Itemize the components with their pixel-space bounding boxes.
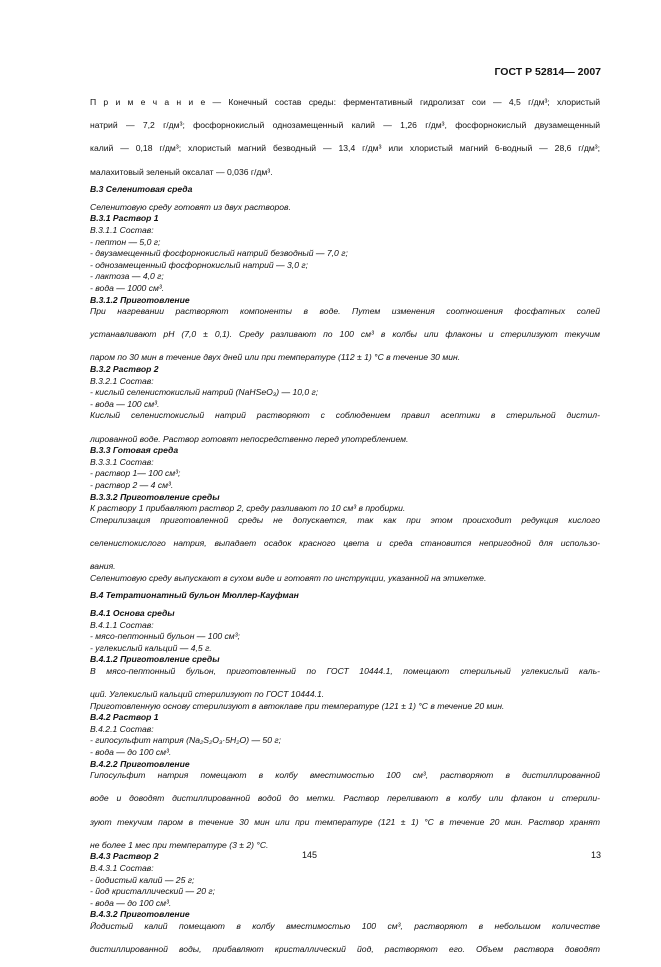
text-line: не более 1 мес при температуре (3 ± 2) °С. (90, 839, 269, 850)
section-heading: B.3.1 Раствор 1 (90, 213, 159, 224)
text-line: Йодистый калий помещают в колбу вместимостью 100 см³, растворяют в небольшом количестве (90, 920, 600, 931)
text-line: Приготовленную основу стерилизуют в автоклаве при температуре (121 ± 1) °С в течение 20 мин. (90, 700, 505, 711)
section-heading: B.3.1.2 Приготовление (90, 294, 190, 305)
text-line: К раствору 1 прибавляют раствор 2, среду разливают по 10 см³ в пробирки. (90, 503, 406, 514)
text-line: - двузамещенный фосфорнокислый натрий безводный — 7,0 г; (90, 248, 348, 259)
text-line: B.4.3.1 Состав: (90, 863, 154, 873)
text-line: Стерилизация приготовленной среды не допускается, так как при этом происходит редукция кислого (90, 514, 600, 525)
section-heading: B.3.3 Готовая среда (90, 445, 179, 456)
section-heading: B.4.3 Раствор 2 (90, 851, 159, 862)
text-line: лированной воде. Раствор готовят непосредственно перед употреблением. (90, 433, 409, 444)
text-line: - вода — до 100 см³. (90, 747, 172, 758)
section-heading: B.3.3.2 Приготовление среды (90, 491, 220, 502)
text-line: - вода — 1000 см³. (90, 282, 165, 293)
text-line: вания. (90, 561, 116, 572)
text-line: Селенитовую среду готовят из двух растворов. (90, 201, 291, 212)
section-heading: B.4.3.2 Приготовление (90, 909, 190, 920)
text-line: - йод кристаллический — 20 г; (90, 886, 216, 897)
text-line: В мясо-пептонный бульон, приготовленный по ГОСТ 10444.1, помещают стерильный углекислый каль- (90, 665, 600, 676)
text-line: П р и м е ч а н и е — Конечный состав среды: ферментативный гидролизат сои — 4,5 г/дм³; хлористый (90, 97, 600, 107)
text-line: малахитовый зеленый оксалат — 0,036 г/дм³. (90, 166, 273, 177)
text-line: - йодистый калий — 25 г; (90, 874, 195, 885)
text-line: - раствор 2 — 4 см³. (90, 480, 174, 490)
text-line: - вода — до 100 см³. (90, 897, 172, 908)
text-line: B.3.2.1 Состав: (90, 375, 154, 386)
text-line: B.4.1.1 Состав: (90, 619, 154, 630)
document-id-header: ГОСТ Р 52814— 2007 (494, 66, 601, 78)
document-body (90, 97, 600, 967)
section-heading: B.3.2 Раствор 2 (90, 364, 159, 375)
page-number-right: 13 (590, 850, 601, 860)
text-line: дистиллированной воды, прибавляют кристаллический йод, растворяют его. Объем раствора доводят (90, 944, 600, 955)
text-line: - пептон — 5,0 г; (90, 236, 161, 247)
text-line: паром по 30 мин в течение двух дней или при температуре (112 ± 1) °С в течение 30 мин. (90, 352, 461, 363)
text-line: селенистокислого натрия, выпадает осадок красного цвета и среда становится непригодной для использо- (90, 537, 600, 548)
section-heading: B.4.1.2 Приготовление среды (90, 654, 220, 665)
text-line: - раствор 1— 100 см³; (90, 468, 181, 479)
text-line: - гипосульфит натрия (Na₂S₂O₃·5H₂O) — 50 г; (90, 735, 281, 746)
section-heading: B.4.2.2 Приготовление (90, 758, 190, 769)
text-line: - углекислый кальций — 4,5 г. (90, 642, 212, 653)
text-line: зуют текучим паром в течение 30 мин или при температуре (121 ± 1) °С в течение 20 мин. Раствор хранят (90, 816, 600, 827)
text-line: B.3.3.1 Состав: (90, 456, 154, 467)
text-line: воде и доводят дистиллированной водой до метки. Раствор переливают в колбу или флакон и стерили- (90, 793, 600, 804)
text-line: - кислый селенистокислый натрий (NaHSeO₃) — 10,0 г; (90, 387, 319, 398)
text-line: - лактоза — 4,0 г; (90, 271, 164, 282)
text-line: Гипосульфит натрия помещают в колбу вместимостью 100 см³, растворяют в дистиллированной (90, 770, 600, 781)
text-line: - однозамещенный фосфорнокислый натрий — 3,0 г; (90, 259, 308, 270)
text-line: - вода — 100 см³. (90, 398, 160, 409)
section-heading: B.4 Тетратионатный бульон Мюллер-Кауфман (90, 590, 299, 601)
text-line: - мясо-пептонный бульон — 100 см³; (90, 631, 240, 642)
text-line: натрий — 7,2 г/дм³; фосфорнокислый однозамещенный калий — 1,26 г/дм³, фосфорнокислый двузамещенный (90, 120, 600, 131)
text-line: Селенитовую среду выпускают в сухом виде и готовят по инструкции, указанной на этикетке. (90, 572, 487, 583)
text-line: ций. Углекислый кальций стерилизуют по ГОСТ 10444.1. (90, 689, 325, 700)
text-line: Кислый селенистокислый натрий растворяют с соблюдением правил асептики в стерильной дистил- (90, 410, 600, 421)
text-line: калий — 0,18 г/дм³; хлористый магний безводный — 13,4 г/дм³ или хлористый магний 6-водный — 28,6 г/дм³; (90, 143, 600, 154)
text-line: B.4.2.1 Состав: (90, 723, 154, 734)
section-heading: B.3 Селенитовая среда (90, 184, 193, 195)
text-line: B.3.1.1 Состав: (90, 224, 154, 235)
text-line: При нагревании растворяют компоненты в воде. Путем изменения соотношения фосфатных солей (90, 306, 600, 317)
section-heading: B.4.1 Основа среды (90, 607, 175, 618)
section-heading: B.4.2 Раствор 1 (90, 712, 159, 723)
text-line: устанавливают pH (7,0 ± 0,1). Среду разливают по 100 см³ в колбы или флаконы и стерилизуют текучим (90, 329, 600, 340)
page-number-center: 145 (302, 850, 318, 860)
